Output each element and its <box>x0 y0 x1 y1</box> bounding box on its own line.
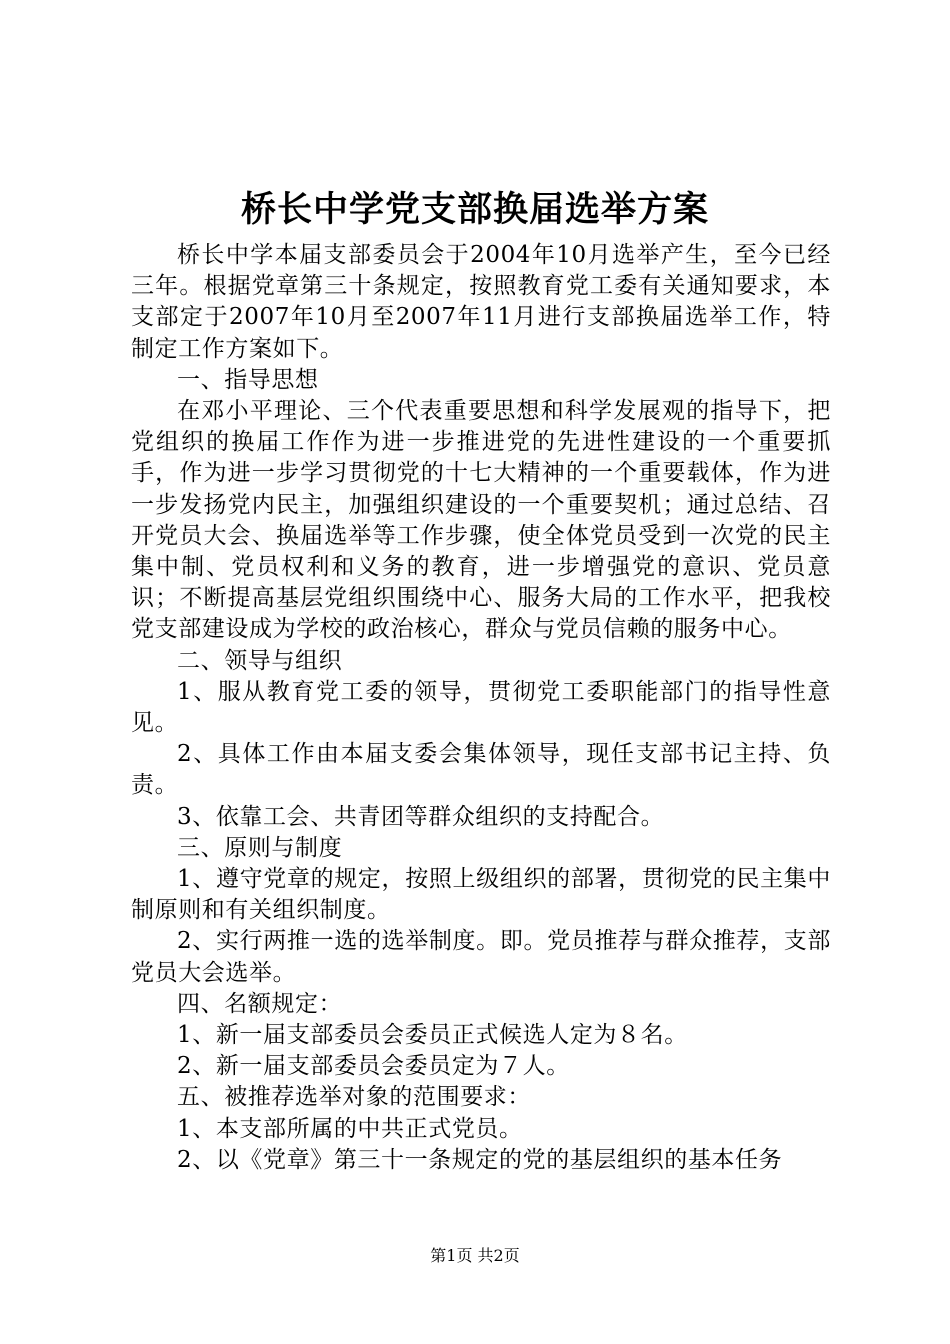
section-heading-principles: 三、原则与制度 <box>177 834 343 861</box>
eligibility-item-1: 1、本支部所属的中共正式党员。 <box>177 1115 523 1142</box>
quota-item-1: 1、新一届支部委员会委员正式候选人定为８名。 <box>177 1022 688 1049</box>
leadership-item-1: 1、服从教育党工委的领导，贯彻党工委职能部门的指导性意见。 <box>131 678 831 737</box>
section-heading-quota: 四、名额规定： <box>177 990 343 1017</box>
quota-item-2: 2、新一届支部委员会委员定为７人。 <box>177 1053 570 1080</box>
section-heading-leadership: 二、领导与组织 <box>177 647 343 674</box>
page-number: 第1页 共2页 <box>430 1246 520 1265</box>
leadership-item-3: 3、依靠工会、共青团等群众组织的支持配合。 <box>177 803 665 830</box>
section-heading-eligibility: 五、被推荐选举对象的范围要求： <box>177 1084 531 1111</box>
section-heading-guiding-thought: 一、指导思想 <box>177 366 319 393</box>
leadership-item-2: 2、具体工作由本届支委会集体领导，现任支部书记主持、负责。 <box>131 741 831 799</box>
eligibility-item-2: 2、以《党章》第三十一条规定的党的基层组织的基本任务 <box>177 1146 783 1173</box>
intro-paragraph: 桥长中学本届支部委员会于2004年10月选举产生，至今已经三年。根据党章第三十条规定，按照教育党工委有关通知要求，本支部定于2007年10月至2007年11月进行支部换届选举工作，特制定工作方案如下。 <box>131 242 831 362</box>
principles-item-1: 1、遵守党章的规定，按照上级组织的部署，贯彻党的民主集中制原则和有关组织制度。 <box>131 866 831 924</box>
document-body <box>131 240 831 1176</box>
guiding-thought-paragraph: 在邓小平理论、三个代表重要思想和科学发展观的指导下，把党组织的换届工作作为进一步推进党的先进性建设的一个重要抓手，作为进一步学习贯彻党的十七大精神的一个重要载体，作为进一步发扬党内民主，加强组织建设的一个重要契机；通过总结、召开党员大会、换届选举等工作步骤，使全体党员受到一次党的民主集中制、党员权利和义务的教育，进一步增强党的意识、党员意识；不断提高基层党组织围绕中心、服务大局的工作水平，把我校党支部建设成为学校的政治核心，群众与党员信赖的服务中心。 <box>131 398 831 643</box>
principles-item-2: 2、实行两推一选的选举制度。即。党员推荐与群众推荐，支部党员大会选举。 <box>131 928 831 986</box>
document-title: 桥长中学党支部换届选举方案 <box>240 189 709 230</box>
